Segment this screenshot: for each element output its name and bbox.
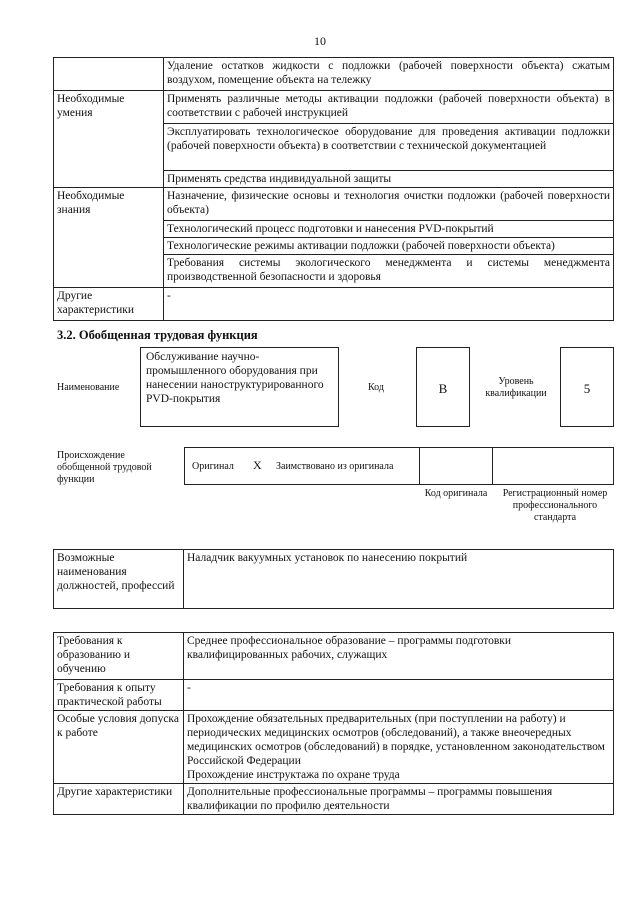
cell-paragraph: Прохождение обязательных предварительных (при поступлении на работу) и периодических медицинских осмотров (обследований), а также внеочередных медицинских осмотров (обследований) в порядке, установленном законодательством Российской Федерации <box>187 713 605 767</box>
table-cell: Дополнительные профессиональные программы – программы повышения квалификации по профилю деятельности <box>184 784 614 815</box>
origin-divider <box>492 448 493 484</box>
table-cell: Наладчик вакуумных установок по нанесению покрытий <box>184 550 614 609</box>
row-label: Другие характеристики <box>54 784 184 815</box>
origin-label: Происхождение обобщенной трудовой функции <box>57 450 152 485</box>
level-value: 5 <box>583 381 591 396</box>
table-row <box>54 784 614 815</box>
table-cell: Применять средства индивидуальной защиты <box>164 171 614 188</box>
origin-mark: X <box>253 458 262 472</box>
table-cell: Удаление остатков жидкости с подложки (рабочей поверхности объекта) сжатым воздухом, помещение объекта на тележку <box>164 58 614 91</box>
origin-divider <box>419 448 420 484</box>
table-row <box>54 188 614 221</box>
table-cell: Применять различные методы активации подложки (рабочей поверхности объекта) в соответствии с рабочей инструкцией <box>164 91 614 124</box>
name-label: Наименование <box>57 382 120 393</box>
table-row <box>54 288 614 321</box>
table-row <box>54 91 614 124</box>
positions-table <box>53 549 614 609</box>
table-row <box>54 711 614 784</box>
table-row <box>54 680 614 711</box>
table-row <box>54 58 614 91</box>
code-box <box>416 347 470 427</box>
origin-box <box>184 447 614 485</box>
code-value: B <box>438 381 448 396</box>
name-value: Обслуживание научно-промышленного оборудования при нанесении наноструктурированного PVD-покрытия <box>146 351 324 405</box>
row-label: Требования к образованию и обучению <box>54 633 184 680</box>
table-row <box>54 633 614 680</box>
section-title: 3.2. Обобщенная трудовая функция <box>57 328 258 342</box>
table-cell: Назначение, физические основы и технология очистки подложки (рабочей поверхности объекта) <box>164 188 614 221</box>
reg-caption: Регистрационный номер профессионального стандарта <box>502 488 608 523</box>
code-label: Код <box>368 382 384 393</box>
table-cell: Технологические режимы активации подложки (рабочей поверхности объекта) <box>164 238 614 255</box>
table-row <box>54 550 614 609</box>
row-label: Необходимые знания <box>54 188 164 288</box>
code-caption: Код оригинала <box>424 488 488 499</box>
name-box <box>140 347 339 427</box>
row-label: Требования к опыту практической работы <box>54 680 184 711</box>
table-cell: - <box>164 288 614 321</box>
row-label <box>54 58 164 91</box>
table-cell: - <box>184 680 614 711</box>
row-label: Особые условия допуска к работе <box>54 711 184 784</box>
requirements-table <box>53 632 614 815</box>
row-label: Другие характеристики <box>54 288 164 321</box>
table-cell: Эксплуатировать технологическое оборудование для проведения активации подложки (рабочей поверхности объекта) в соответствии с технической документацией <box>164 124 614 171</box>
origin-borrowed: Заимствовано из оригинала <box>276 461 394 472</box>
skills-knowledge-table <box>53 57 614 321</box>
row-label: Необходимые умения <box>54 91 164 188</box>
level-label: Уровень квалификации <box>485 376 547 399</box>
table-cell: Среднее профессиональное образование – программы подготовки квалифицированных рабочих, служащих <box>184 633 614 680</box>
table-cell: Требования системы экологического менеджмента и системы менеджмента производственной безопасности и здоровья <box>164 255 614 288</box>
table-cell <box>184 711 614 784</box>
level-box <box>560 347 614 427</box>
page-number: 10 <box>314 34 326 48</box>
origin-original: Оригинал <box>192 461 234 472</box>
cell-paragraph: Прохождение инструктажа по охране труда <box>187 769 400 781</box>
table-cell: Технологический процесс подготовки и нанесения PVD-покрытий <box>164 221 614 238</box>
row-label: Возможные наименования должностей, профессий <box>54 550 184 609</box>
